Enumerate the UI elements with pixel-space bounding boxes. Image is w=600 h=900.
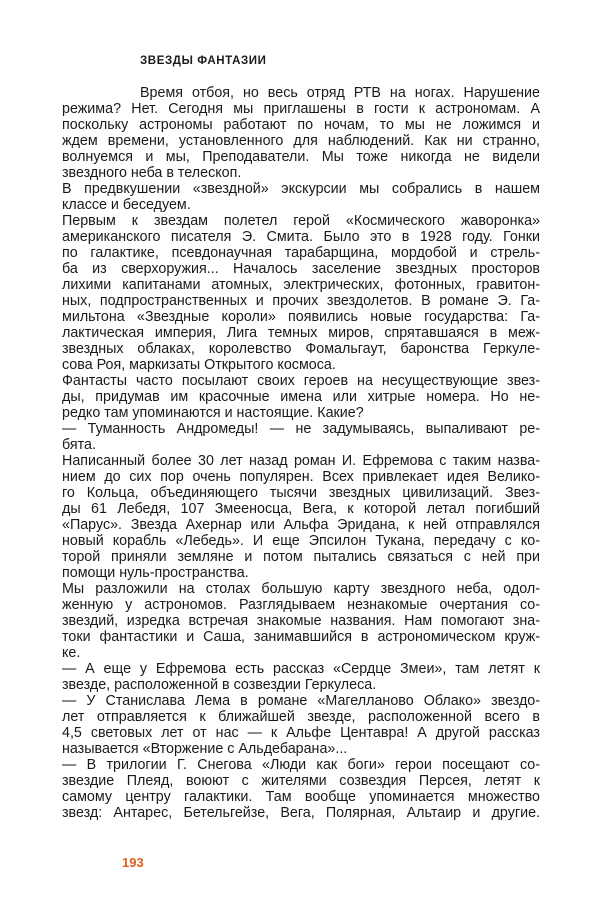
text-line: по галактике, псевдонаучная тарабарщина, мордобой и стрель- [62,245,540,261]
text-line: классе и беседуем. [62,197,191,213]
text-line: звездных облаках, королевство Фомальгаут, баронства Геркуле- [62,341,540,357]
text-line: ждем времени, установленного для наблюдений. Как ни странно, [62,133,540,149]
text-line: самому центру галактики. Там вообще упоминается множество [62,789,540,805]
text-line: токи фантастики и Саша, занимавшийся в астрономическом круж- [62,629,540,645]
text-line: «Парус». Звезда Ахернар или Альфа Эридана, к ней отправлялся [62,517,540,533]
text-line: звездие Плеяд, воюют с жителями созвездия Персея, летят к [62,773,540,789]
page-number: 193 [122,855,144,870]
text-line: мильтона «Звездные короли» появились новые государства: Га- [62,309,540,325]
text-line: волнуемся и мы, Преподаватели. Мы тоже никогда не видели [62,149,540,165]
text-line: — Туманность Андромеды! — не задумываясь, выпаливают ре- [62,421,540,437]
text-line: — А еще у Ефремова есть рассказ «Сердце Змеи», там летят к [62,661,540,677]
text-line: звездного неба в телескоп. [62,165,242,181]
text-line: Первым к звездам полетел герой «Космического жаворонка» [62,213,540,229]
text-line: режима? Нет. Сегодня мы приглашены в гости к астрономам. А [62,101,540,117]
chapter-heading: ЗВЕЗДЫ ФАНТАЗИИ [140,55,267,67]
text-line: звезд: Антарес, Бетельгейзе, Вега, Полярная, Альтаир и другие. [62,805,540,821]
text-line: американского писателя Э. Смита. Было это в 1928 году. Гонки [62,229,540,245]
text-line: ды 61 Лебедя, 107 Змееносца, Вега, к которой летал погибший [62,501,540,517]
text-line: женную у астрономов. Разглядываем незнакомые очертания со- [62,597,540,613]
text-line: лихими капитанами атомных, электрических, фотонных, гравитон- [62,277,540,293]
text-line: ке. [62,645,81,661]
text-line: сова Роя, маркизаты Открытого космоса. [62,357,336,373]
text-line: бята. [62,437,96,453]
text-line: звездий, изредка встречая знакомые названия. Нам помогают зна- [62,613,540,629]
text-line: 4,5 световых лет от нас — к Альфе Центавра! А другой рассказ [62,725,540,741]
text-line: ба из сверхоружия... Началось заселение звездных просторов [62,261,540,277]
text-line: звезде, расположенной в созвездии Геркулеса. [62,677,377,693]
text-line: торой приняли земляне и потом пытались связаться с ней при [62,549,540,565]
text-line: ды, придумав им красочные имена или хитрые номера. Но не- [62,389,540,405]
text-line: поскольку астрономы работают по ночам, то мы не ложимся и [62,117,540,133]
text-line: Время отбоя, но весь отряд РТВ на ногах. Нарушение [140,85,540,101]
text-line: лет отправляется к ближайшей звезде, расположенной всего в [62,709,540,725]
text-line: Фантасты часто посылают своих героев на несуществующие звез- [62,373,540,389]
text-line: новый корабль «Лебедь». И еще Эпсилон Тукана, передачу с ко- [62,533,540,549]
text-line: называется «Вторжение с Альдебарана»... [62,741,348,757]
text-line: помощи нуль-пространства. [62,565,249,581]
text-line: редко там упоминаются и настоящие. Какие? [62,405,364,421]
text-line: ных, подпространственных и прочих звездолетов. В романе Э. Га- [62,293,540,309]
text-line: Написанный более 30 лет назад роман И. Ефремова с таким назва- [62,453,540,469]
text-line: — В трилогии Г. Снегова «Люди как боги» герои посещают со- [62,757,540,773]
text-line: го Кольца, объединяющего тысячи звездных цивилизаций. Звез- [62,485,540,501]
text-line: В предвкушении «звездной» экскурсии мы собрались в нашем [62,181,540,197]
text-line: Мы разложили на столах большую карту звездного неба, одол- [62,581,540,597]
text-line: лактическая империя, Лига темных миров, спрятавшаяся в меж- [62,325,540,341]
text-line: — У Станислава Лема в романе «Магелланово Облако» звездо- [62,693,540,709]
text-line: нием до сих пор очень популярен. Всех привлекает идея Велико- [62,469,540,485]
body-text [62,85,540,821]
